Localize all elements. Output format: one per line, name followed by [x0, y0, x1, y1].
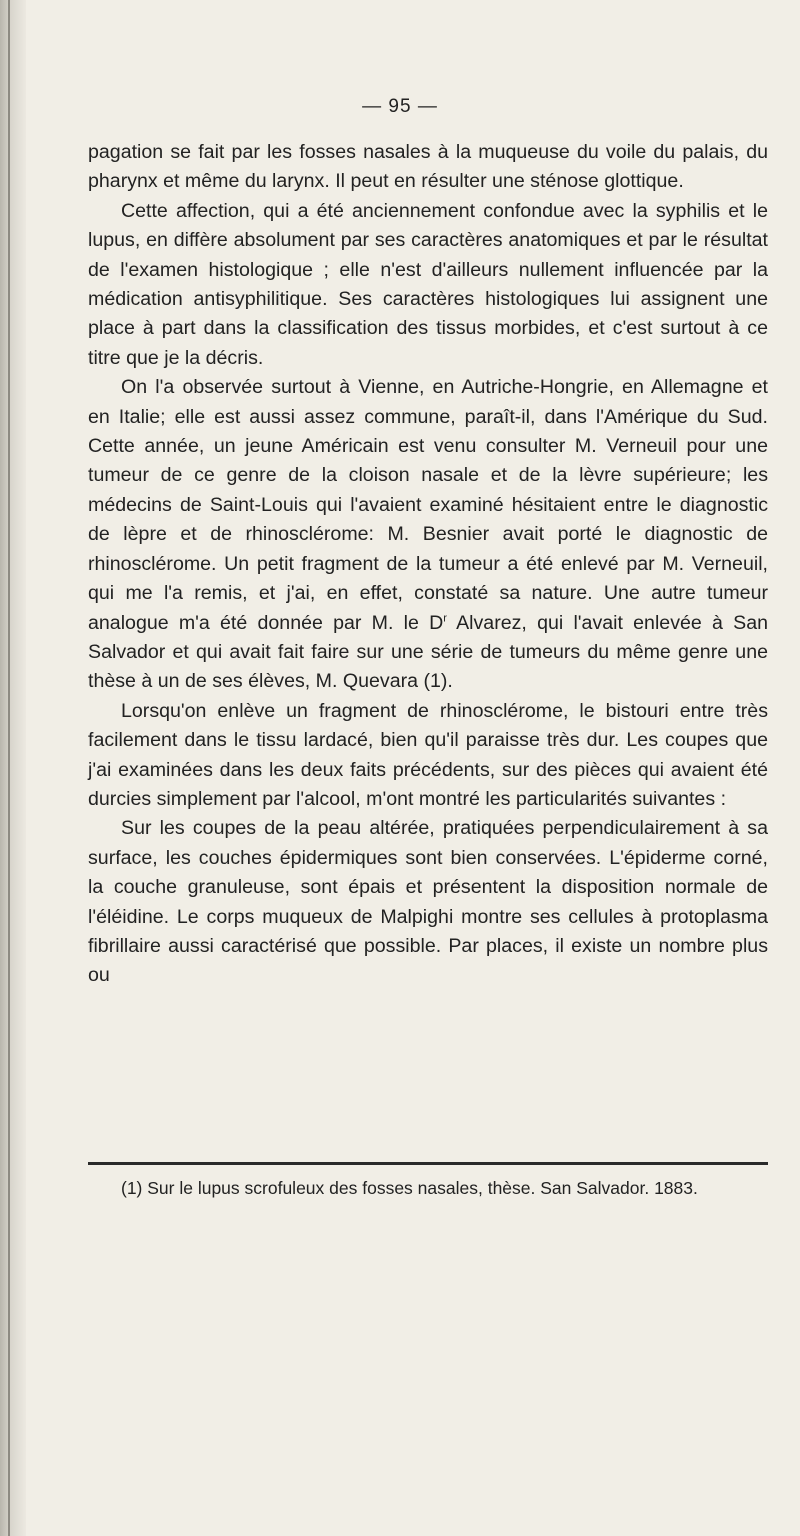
body-text [88, 138, 768, 991]
page-number: — 95 — [362, 96, 438, 117]
paragraph-3 [88, 373, 768, 696]
doctor-abbrev-superscript: r [443, 611, 447, 624]
paragraph-5: Sur les coupes de la peau altérée, pratiquées perpendiculairement à sa surface, les couches épidermiques sont bien conservées. L'épiderme corné, la couche granuleuse, sont épais et présentent la disposition normale de l'éléidine. Le corps muqueux de Malpighi montre ses cellules à protoplasma fibrillaire aussi caractérisé que possible. Par places, il existe un nombre plus ou [88, 817, 768, 987]
paragraph-1: pagation se fait par les fosses nasales à la muqueuse du voile du palais, du pharynx et même du larynx. Il peut en résulter une sténose glottique. [88, 141, 768, 193]
paragraph-2: Cette affection, qui a été anciennement confondue avec la syphilis et le lupus, en diffère absolument par ses caractères anatomiques et par le résultat de l'examen histologique ; elle n'est d'ailleurs nullement influencée par la médication antisyphilitique. Ses caractères histologiques lui assignent une place à part dans la classification des tissus morbides, et c'est surtout à ce titre que je la décris. [88, 199, 768, 369]
page-binding-edge [8, 0, 10, 1536]
page-binding-shadow [0, 0, 26, 1536]
footnote [88, 1174, 768, 1202]
paragraph-4: Lorsqu'on enlève un fragment de rhinosclérome, le bistouri entre très facilement dans le tissu lardacé, bien qu'il paraisse très dur. Les coupes que j'ai examinées dans les deux faits précédents, sur des pièces qui avaient été durcies simplement par l'alcool, m'ont montré les particularités suivantes : [88, 699, 768, 810]
paragraph-3-lead: On l'a observée surtout à Vienne, en Autriche-Hongrie, en Allemagne et en Italie; elle est aussi assez commune, paraît-il, dans l'Amérique du Sud. Cette année, un jeune Américain est venu consulter M. Verneuil pour une tumeur de ce genre de la cloison nasale et de la lèvre supérieure; les médecins de Saint-Louis qui l'avaient examiné hésitaient entre le diagnostic de lèpre et de rhinosclérome: M. Besnier avait porté le diagnostic de rhinosclérome. Un petit fragment de la tumeur a été enlevé par M. Verneuil, qui me l'a remis, et j'ai, en effet, constaté sa nature. Une autre tumeur analogue m'a été donnée par M. le D [88, 376, 768, 634]
footnote-text: (1) Sur le lupus scrofuleux des fosses nasales, thèse. San Salvador. 1883. [121, 1178, 698, 1198]
paragraph-3-tail: Alvarez, qui l'avait enlevée à San Salvador et qui avait fait faire sur une série de tumeurs du même genre une thèse à un de ses élèves, M. Quevara (1). [88, 611, 768, 693]
footnote-divider [88, 1162, 768, 1165]
